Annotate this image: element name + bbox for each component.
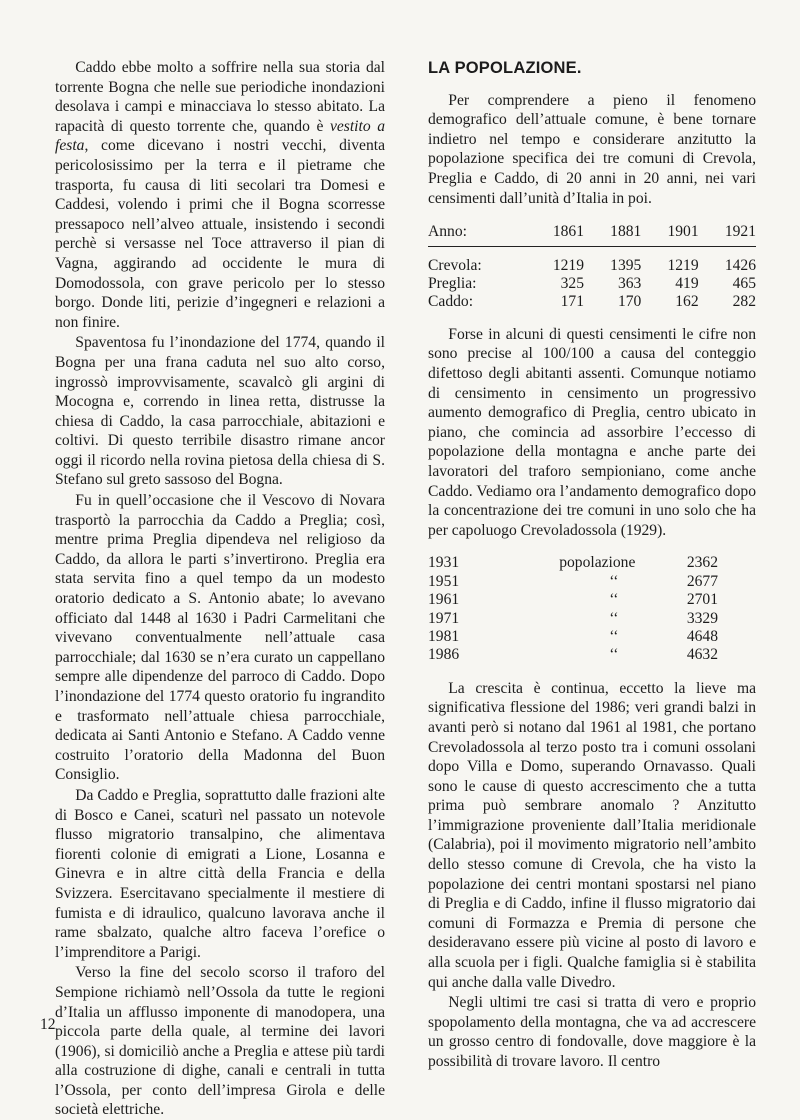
paragraph-sempione-tunnel: Verso la fine del secolo scorso il traforo del Sempione richiamò nell’Ossola da tutte le regioni d’Italia un afflusso imponente di manodopera, una piccola parte della quale, al termine dei lavori (1906), si domiciliò anche a Preglia e attese più tardi alla costruzione di dighe, canali e centrali in tutta l’Ossola, per conto dell’impresa Girola e delle società elettriche. bbox=[55, 964, 385, 1119]
ditto-mark: ‘‘ bbox=[609, 572, 619, 590]
census-cell: 1395 bbox=[610, 256, 642, 274]
paragraph-bogna-floods: Caddo ebbe molto a soffrire nella sua storia dal torrente Bogna che nelle sue periodiche inondazioni desolava i campi e minacciava lo stesso abitato. La rapacità di questo torrente che, quando è vestito a festa, come dicevano i nostri vecchi, diventa pericolosissimo per la terra e il pietrame che trasporta, fu causa di liti secolari tra Domesi e Caddesi, volendo i primi che il Bogna scorresse pressapoco nell’alveo attuale, insistendo i secondi perchè si versasse nel Toce attraverso il pian di Vagna, aggirando ad occidente le mura di Domodossola, con grave pericolo per lo stesso borgo. Donde liti, perizie d’ingegneri e relazioni a non finire. bbox=[55, 59, 385, 331]
paragraph-parish-transfer: Fu in quell’occasione che il Vescovo di Novara trasportò la parrocchia da Caddo a Preglia; così, mentre prima Preglia dipendeva nel religioso da Caddo, da allora le parti s’invertirono. Preglia era stata servita fino a quel tempo da un modesto oratorio dedicato a S. Antonio abate; lo avevano officiato dal 1448 al 1630 i Padri Carmelitani che vivevano conventualmente nell’attuale casa parrocchiale; dal 1630 se n’era curato un cappellano sempre alle dipendenze del parroco di Caddo. Dopo l’inondazione del 1774 questo oratorio fu ingrandito e trasformato nell’attuale chiesa parrocchiale, dedicata ai Santi Antonio e Stefano. A Caddo venne costruito l’oratorio della Madonna del Buon Consiglio. bbox=[55, 492, 385, 784]
right-column bbox=[428, 58, 756, 1072]
population-value: 2677 bbox=[686, 572, 718, 590]
census-header-row bbox=[428, 222, 756, 246]
ditto-mark: ‘‘ bbox=[609, 627, 619, 645]
census-header-cell: 1901 bbox=[641, 222, 698, 246]
census-cell: 171 bbox=[560, 292, 585, 310]
ditto-mark: ‘‘ bbox=[609, 646, 619, 664]
section-heading: LA POPOLAZIONE. bbox=[428, 59, 582, 77]
census-header-cell: 1881 bbox=[584, 222, 641, 246]
ditto-mark: ‘‘ bbox=[609, 591, 619, 609]
census-cell: Caddo: bbox=[428, 292, 474, 310]
census-cell: 1219 bbox=[667, 256, 699, 274]
left-column bbox=[55, 58, 385, 1120]
spacer bbox=[428, 311, 756, 325]
population-row bbox=[428, 554, 756, 572]
census-table bbox=[428, 222, 756, 311]
census-row bbox=[428, 246, 756, 275]
population-row bbox=[428, 628, 756, 646]
population-row bbox=[428, 610, 756, 628]
population-row bbox=[428, 646, 756, 664]
census-cell: 419 bbox=[675, 274, 699, 292]
italic-phrase: vestito a festa bbox=[55, 117, 385, 155]
population-value: 4632 bbox=[686, 646, 718, 664]
population-year: 1931 bbox=[428, 554, 460, 572]
census-cell: 1219 bbox=[552, 256, 585, 274]
spacer bbox=[428, 208, 756, 222]
paragraph-census-notes: Forse in alcuni di questi censimenti le cifre non sono precise al 100/100 a causa del conteggio difettoso degli abitanti assenti. Comunque notiamo di censimento in censimento un progressivo aumento demografico di Preglia, centro ubicato in piano, che comincia ad assorbire l’eccesso di popolazione della montagna e anche parte dei lavoratori del traforo sempioniano, come anche Caddo. Vediamo ora l’andamento demografico dopo la concentrazione dei tre comuni in uno solo che ha per capoluogo Crevoladossola (1929). bbox=[428, 325, 756, 539]
census-cell: 465 bbox=[732, 274, 756, 292]
census-cell: Preglia: bbox=[428, 274, 477, 292]
census-cell: 282 bbox=[732, 292, 756, 310]
paragraph-emigration: Da Caddo e Preglia, soprattutto dalle frazioni alte di Bosco e Canei, scaturì nel passato un notevole flusso migratorio transalpino, che alimentava fiorenti colonie di emigrati a Lione, Losanna e Ginevra e in altre città della Francia e della Svizzera. Esercitavano specialmente il mestiere di fumista e di idraulico, qualcuno lavorava anche il rame sbalzato, qualche altro faceva l’orefice o l’imprenditore a Parigi. bbox=[55, 786, 385, 961]
page-number: 12 bbox=[40, 1016, 56, 1033]
population-value: 4648 bbox=[686, 627, 718, 645]
census-header-cell: Anno: bbox=[428, 222, 527, 246]
census-cell: 162 bbox=[675, 292, 699, 310]
population-row bbox=[428, 591, 756, 609]
population-value: 2362 bbox=[686, 554, 718, 572]
population-year: 1986 bbox=[428, 646, 460, 664]
census-row bbox=[428, 275, 756, 293]
spacer bbox=[428, 665, 756, 679]
population-year: 1951 bbox=[428, 572, 460, 590]
population-year: 1971 bbox=[428, 609, 460, 627]
census-cell: 170 bbox=[617, 292, 642, 310]
population-table bbox=[428, 554, 756, 664]
population-year: 1981 bbox=[428, 627, 460, 645]
population-year: 1961 bbox=[428, 591, 460, 609]
population-label: popolazione bbox=[559, 554, 636, 572]
census-header-cell: 1921 bbox=[699, 222, 756, 246]
census-cell: 325 bbox=[560, 274, 585, 292]
census-row bbox=[428, 293, 756, 311]
paragraph-flood-1774: Spaventosa fu l’inondazione del 1774, quando il Bogna per una frana caduta nel suo alto corso, ingrossò improvvisamente, scavalcò gli argini di Mocogna e, correndo in linea retta, distrusse la chiesa di Caddo, la casa parrocchiale, abitazioni e coltivi. Di questo terribile disastro rimane ancor oggi il ricordo nella rovina pietosa della chiesa di S. Stefano sul greto sassoso del Bogna. bbox=[55, 334, 385, 489]
census-cell: 1426 bbox=[724, 256, 756, 274]
spacer bbox=[428, 540, 756, 554]
paragraph-intro: Per comprendere a pieno il fenomeno demografico dell’attuale comune, è bene tornare indietro nel tempo e considerare anzitutto la popolazione specifica dei tre comuni di Crevola, Preglia e Caddo, di 20 anni in 20 anni, nei vari censimenti dall’unità d’Italia in poi. bbox=[428, 91, 756, 207]
census-cell: Crevola: bbox=[428, 256, 482, 274]
population-row bbox=[428, 573, 756, 591]
ditto-mark: ‘‘ bbox=[609, 609, 619, 627]
paragraph-growth-causes: La crescita è continua, eccetto la lieve ma significativa flessione del 1986; veri grandi balzi in avanti però si notano dal 1961 al 1981, che portano Crevoladossola al terzo posto tra i comuni ossolani dopo Villa e Domo, superando Ornavasso. Quali sono le cause di questo accrescimento che a tutta prima può sembrare anomalo ? Anzitutto l’immigrazione proveniente dall’Italia meridionale (Calabria), poi il movimento migratorio nell’ambito dello stesso comune di Crevola, che ha visto la popolazione dei centri montani spostarsi nel piano di Preglia e di Caddo, infine il flusso migratorio dai comuni di Formazza e Premia di persone che desideravano essere più vicine al posto di lavoro e alla scuola per i figli. Qualche famiglia si è stabilita qui anche dalla valle Divedro. bbox=[428, 679, 756, 991]
population-value: 3329 bbox=[686, 609, 718, 627]
census-header-cell: 1861 bbox=[527, 222, 584, 246]
census-cell: 363 bbox=[617, 274, 642, 292]
population-value: 2701 bbox=[686, 591, 718, 609]
paragraph-depopulation: Negli ultimi tre casi si tratta di vero e proprio spopolamento della montagna, che va ad accrescere un grosso centro di fondovalle, dove maggiore è la possibilità di trovare lavoro. Il centro bbox=[428, 994, 756, 1070]
